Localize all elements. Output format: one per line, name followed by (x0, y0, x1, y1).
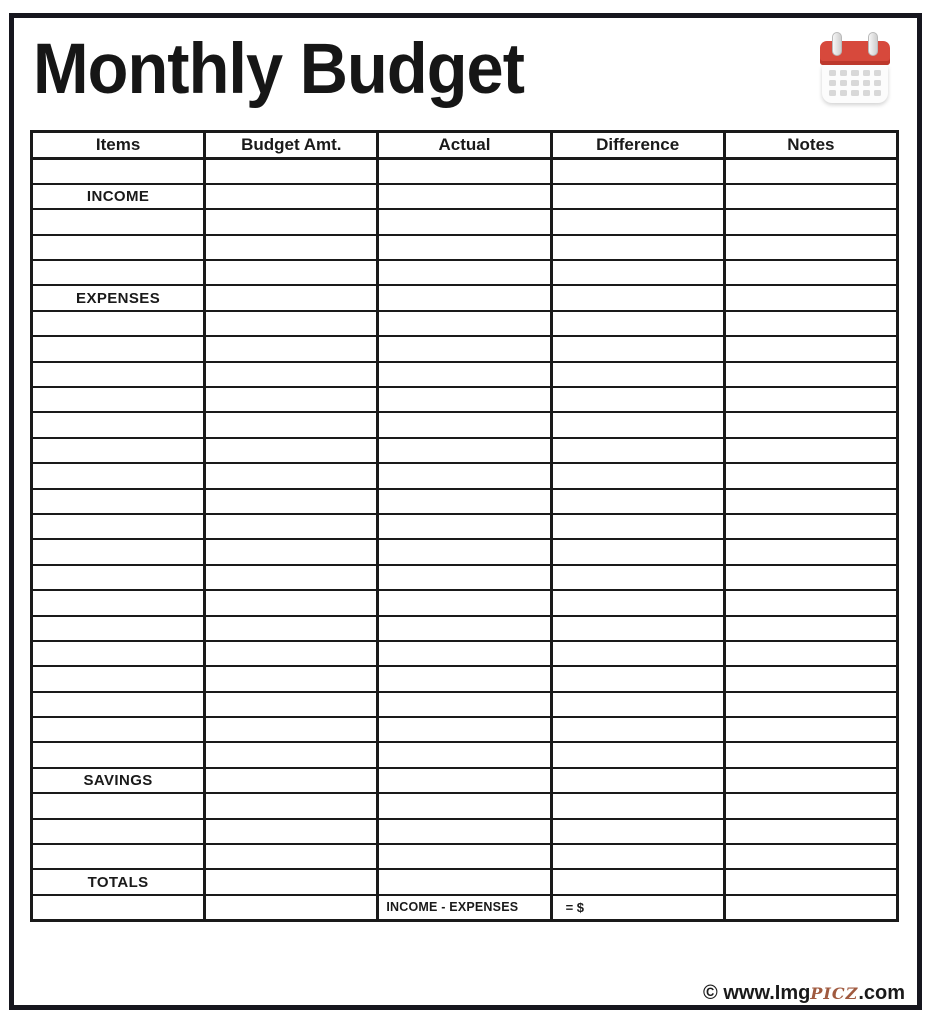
table-row (32, 489, 898, 514)
table-cell (378, 514, 551, 539)
table-cell (551, 666, 724, 691)
table-cell (32, 387, 205, 412)
table-cell (32, 412, 205, 437)
table-cell (32, 590, 205, 615)
table-row (32, 514, 898, 539)
table-cell (724, 590, 897, 615)
watermark-suffix: .com (858, 982, 905, 1004)
watermark (703, 982, 905, 1005)
table-cell (205, 641, 378, 666)
table-cell (724, 844, 897, 869)
table-cell (32, 463, 205, 488)
table-cell (724, 742, 897, 767)
table-cell (32, 489, 205, 514)
table-cell (205, 793, 378, 818)
table-cell (378, 869, 551, 894)
table-cell (551, 285, 724, 310)
table-row (32, 184, 898, 209)
table-cell (378, 387, 551, 412)
table-cell (32, 641, 205, 666)
table-cell (378, 793, 551, 818)
table-cell (378, 742, 551, 767)
table-cell (205, 844, 378, 869)
table-cell (378, 819, 551, 844)
table-row (32, 616, 898, 641)
column-header: Notes (724, 132, 897, 159)
table-cell (32, 260, 205, 285)
table-cell (724, 819, 897, 844)
table-cell (724, 489, 897, 514)
table-cell (724, 336, 897, 361)
table-cell (724, 717, 897, 742)
column-header: Items (32, 132, 205, 159)
table-cell (378, 768, 551, 793)
calendar-header-bar (820, 41, 890, 65)
table-cell (551, 235, 724, 260)
table-cell-label: INCOME - EXPENSES (378, 895, 551, 920)
table-cell (378, 285, 551, 310)
table-cell (724, 387, 897, 412)
table-cell (551, 387, 724, 412)
table-cell (551, 869, 724, 894)
calendar-ring-icon (832, 32, 842, 56)
table-cell (205, 590, 378, 615)
table-cell (378, 616, 551, 641)
table-cell (378, 209, 551, 234)
table-cell (724, 895, 897, 920)
table-cell (32, 844, 205, 869)
table-body (32, 159, 898, 921)
table-cell (724, 260, 897, 285)
table-cell (378, 692, 551, 717)
table-cell (205, 717, 378, 742)
table-cell (724, 514, 897, 539)
table-cell (32, 235, 205, 260)
table-cell (724, 209, 897, 234)
table-cell (724, 438, 897, 463)
table-cell (551, 793, 724, 818)
table-cell (551, 565, 724, 590)
table-row (32, 336, 898, 361)
table-cell (32, 514, 205, 539)
table-cell (724, 641, 897, 666)
table-cell (205, 336, 378, 361)
table-cell (32, 565, 205, 590)
table-cell (724, 159, 897, 184)
budget-table (30, 130, 899, 922)
table-cell (205, 666, 378, 691)
table-row (32, 666, 898, 691)
table-cell (205, 438, 378, 463)
table-cell (378, 235, 551, 260)
table-cell (378, 641, 551, 666)
table-row (32, 159, 898, 184)
table-cell (205, 184, 378, 209)
table-row (32, 311, 898, 336)
table-cell (551, 159, 724, 184)
table-cell (32, 742, 205, 767)
column-header: Difference (551, 132, 724, 159)
table-cell (551, 692, 724, 717)
table-header (32, 132, 898, 159)
table-cell (205, 387, 378, 412)
table-cell (551, 742, 724, 767)
table-row (32, 590, 898, 615)
table-cell (378, 362, 551, 387)
table-cell-label: EXPENSES (32, 285, 205, 310)
table-cell (551, 844, 724, 869)
table-row (32, 260, 898, 285)
watermark-prefix: © www.Img (703, 982, 811, 1004)
table-cell (551, 412, 724, 437)
table-cell (32, 362, 205, 387)
table-cell (724, 311, 897, 336)
table-cell (378, 463, 551, 488)
table-cell (724, 362, 897, 387)
calendar-grid (822, 65, 888, 103)
table-row (32, 768, 898, 793)
table-cell (205, 412, 378, 437)
table-row (32, 793, 898, 818)
table-cell (724, 565, 897, 590)
table-cell (32, 438, 205, 463)
table-cell (205, 489, 378, 514)
table-cell (724, 412, 897, 437)
table-cell (724, 616, 897, 641)
table-cell (724, 285, 897, 310)
table-cell (378, 539, 551, 564)
table-cell (32, 895, 205, 920)
table-row (32, 819, 898, 844)
header-row (32, 132, 898, 159)
table-cell (724, 463, 897, 488)
table-cell (724, 768, 897, 793)
table-cell (378, 159, 551, 184)
table-cell (378, 412, 551, 437)
table-cell (32, 311, 205, 336)
table-cell (205, 260, 378, 285)
table-cell (32, 819, 205, 844)
table-cell (551, 336, 724, 361)
table-cell (205, 285, 378, 310)
table-cell (205, 565, 378, 590)
table-cell (551, 768, 724, 793)
table-cell (724, 666, 897, 691)
table-cell (551, 463, 724, 488)
column-header: Budget Amt. (205, 132, 378, 159)
table-cell (32, 209, 205, 234)
table-cell (205, 742, 378, 767)
table-row (32, 387, 898, 412)
table-cell (551, 641, 724, 666)
table-cell (551, 489, 724, 514)
table-cell (32, 692, 205, 717)
table-row (32, 209, 898, 234)
table-row (32, 438, 898, 463)
table-row (32, 285, 898, 310)
table-cell (205, 514, 378, 539)
table-row (32, 539, 898, 564)
table-row (32, 641, 898, 666)
table-cell (378, 844, 551, 869)
table-row (32, 565, 898, 590)
calendar-icon (820, 32, 890, 105)
table-cell (551, 590, 724, 615)
table-row (32, 742, 898, 767)
table-cell (724, 235, 897, 260)
table-cell (205, 895, 378, 920)
table-cell (724, 692, 897, 717)
table-cell (724, 869, 897, 894)
table-cell (205, 463, 378, 488)
table-cell (378, 311, 551, 336)
table-row (32, 235, 898, 260)
table-cell (205, 768, 378, 793)
table-cell (378, 666, 551, 691)
table-cell (551, 819, 724, 844)
table-cell (205, 819, 378, 844)
table-cell (205, 209, 378, 234)
table-cell (551, 184, 724, 209)
table-cell (32, 159, 205, 184)
table-cell-label: SAVINGS (32, 768, 205, 793)
table-cell (32, 793, 205, 818)
table-cell (205, 869, 378, 894)
table-cell (205, 311, 378, 336)
table-cell (724, 184, 897, 209)
table-cell (551, 539, 724, 564)
table-cell (205, 235, 378, 260)
table-cell (724, 539, 897, 564)
table-cell (32, 666, 205, 691)
table-row (32, 362, 898, 387)
table-cell (32, 336, 205, 361)
table-cell (551, 362, 724, 387)
table-cell (205, 692, 378, 717)
table-row (32, 844, 898, 869)
table-cell (32, 539, 205, 564)
table-cell (378, 590, 551, 615)
table-row (32, 869, 898, 894)
watermark-brand: PICZ (810, 984, 859, 1003)
table-cell (378, 438, 551, 463)
table-row (32, 895, 898, 920)
table-row (32, 412, 898, 437)
table-cell (378, 336, 551, 361)
table-cell-label: = $ (551, 895, 724, 920)
table-cell-label: INCOME (32, 184, 205, 209)
table-row (32, 717, 898, 742)
table-cell (724, 793, 897, 818)
page-title: Monthly Budget (33, 30, 525, 109)
table-cell (32, 616, 205, 641)
table-cell (378, 489, 551, 514)
table-cell (205, 539, 378, 564)
table-cell (32, 717, 205, 742)
table-cell (378, 260, 551, 285)
table-cell (551, 717, 724, 742)
calendar-ring-icon (868, 32, 878, 56)
table-row (32, 463, 898, 488)
table-cell (378, 565, 551, 590)
table-row (32, 692, 898, 717)
table-cell (551, 260, 724, 285)
table-cell (551, 311, 724, 336)
table-cell (378, 717, 551, 742)
table-cell (551, 209, 724, 234)
column-header: Actual (378, 132, 551, 159)
table-cell (551, 514, 724, 539)
table-cell (551, 438, 724, 463)
table-cell (205, 362, 378, 387)
table-cell (205, 159, 378, 184)
table-cell (551, 616, 724, 641)
table-cell (378, 184, 551, 209)
table-cell (205, 616, 378, 641)
table-cell-label: TOTALS (32, 869, 205, 894)
